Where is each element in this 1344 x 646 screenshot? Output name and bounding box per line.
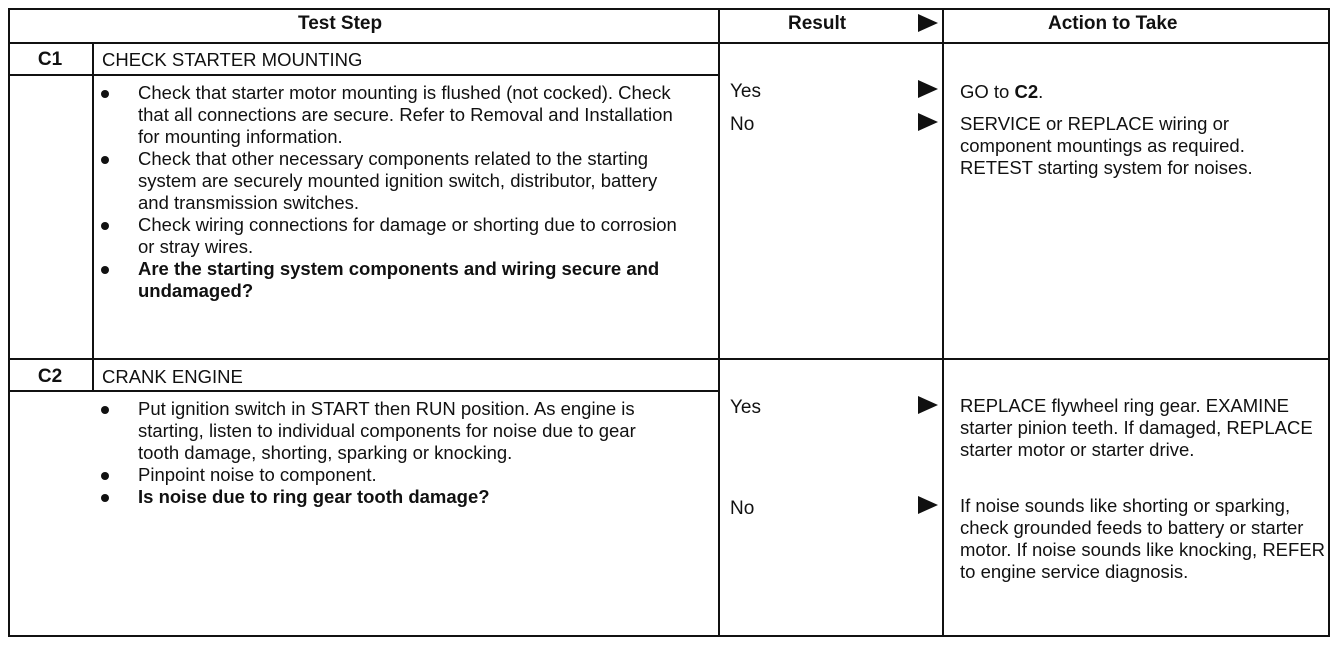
header-arrow-icon: [918, 14, 938, 32]
header-underline: [8, 42, 1330, 44]
step-id-divider: [92, 42, 94, 390]
action-c1-yes-suffix: .: [1038, 81, 1044, 102]
step-id-c1: C1: [37, 49, 63, 70]
result-column-divider: [718, 8, 720, 637]
step-title-c2: CRANK ENGINE: [102, 366, 243, 387]
action-c1-yes: [960, 81, 1332, 103]
step-c1-bullets: [100, 82, 680, 302]
list-item-question: Is noise due to ring gear tooth damage?: [100, 486, 680, 508]
arrow-icon: [918, 496, 938, 514]
list-item: Check that starter motor mounting is flushed (not cocked). Check that all connections are secure. Refer to Removal and Installation for mounting information.: [100, 82, 680, 148]
action-column-divider: [942, 8, 944, 637]
result-c1-yes: Yes: [730, 81, 761, 102]
result-c1-no: No: [730, 114, 755, 135]
action-c1-yes-prefix: GO to: [960, 81, 1015, 102]
action-c1-no: SERVICE or REPLACE wiring or component mountings as required. RETEST starting system for noises.: [960, 113, 1253, 178]
arrow-icon: [918, 80, 938, 98]
list-item-question: Are the starting system components and wiring secure and undamaged?: [100, 258, 680, 302]
step-title-c1: CHECK STARTER MOUNTING: [102, 49, 363, 70]
header-action: Action to Take: [1048, 13, 1178, 34]
list-item: Check that other necessary components related to the starting system are securely mounted ignition switch, distributor, battery and transmission switches.: [100, 148, 680, 214]
result-c2-no: No: [730, 498, 755, 519]
result-c2-yes: Yes: [730, 397, 761, 418]
header-test-step: Test Step: [298, 13, 383, 34]
action-c1-yes-step: C2: [1014, 81, 1039, 102]
action-c2-yes: REPLACE flywheel ring gear. EXAMINE starter pinion teeth. If damaged, REPLACE starter motor or starter drive.: [960, 395, 1313, 460]
c2-title-underline: [8, 390, 720, 392]
list-item: Check wiring connections for damage or shorting due to corrosion or stray wires.: [100, 214, 680, 258]
list-item: Put ignition switch in START then RUN position. As engine is starting, listen to individual components for noise due to gear tooth damage, shorting, sparking or knocking.: [100, 398, 680, 464]
arrow-icon: [918, 396, 938, 414]
action-c2-no: If noise sounds like shorting or sparking, check grounded feeds to battery or starter motor. If noise sounds like knocking, REFER to engine service diagnosis.: [960, 495, 1326, 582]
step-id-c2: C2: [37, 366, 63, 387]
c1-c2-divider: [8, 358, 1330, 360]
c1-title-underline: [8, 74, 720, 76]
header-result: Result: [788, 13, 847, 34]
step-c2-bullets: [100, 398, 680, 508]
arrow-icon: [918, 113, 938, 131]
list-item: Pinpoint noise to component.: [100, 464, 680, 486]
